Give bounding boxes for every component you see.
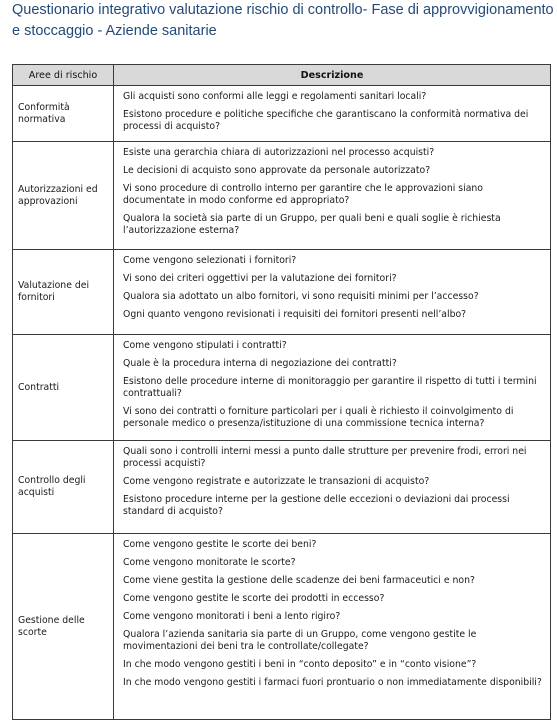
table-row <box>13 250 551 335</box>
area-cell: Controllo degli acquisti <box>13 441 114 534</box>
question: Quale è la procedura interna di negoziazione dei contratti? <box>123 358 397 369</box>
description-cell <box>114 534 551 720</box>
question: Qualora la società sia parte di un Gruppo, per quali beni e quali soglie è richiesta l’autorizzazione esterna? <box>123 213 501 236</box>
document-title: Questionario integrativo valutazione rischio di controllo- Fase di approvvigionamento e stoccaggio - Aziende sanitarie <box>12 2 554 39</box>
area-cell: Valutazione dei fornitori <box>13 250 114 335</box>
question: Come vengono selezionati i fornitori? <box>123 255 297 266</box>
question: Come vengono monitorati i beni a lento rigiro? <box>123 611 341 622</box>
question: Le decisioni di acquisto sono approvate da personale autorizzato? <box>123 165 431 176</box>
table-row <box>13 441 551 534</box>
question: Gli acquisti sono conformi alle leggi e regolamenti sanitari locali? <box>123 91 427 102</box>
question: Esistono procedure interne per la gestione delle eccezioni o deviazioni dai processi standard di acquisto? <box>123 494 510 517</box>
question: Qualora l’azienda sanitaria sia parte di un Gruppo, come vengono gestite le movimentazioni dei beni tra le controllate/collegate? <box>123 629 477 652</box>
question: Come vengono monitorate le scorte? <box>123 557 296 568</box>
table-header-row <box>13 65 551 86</box>
table-row <box>13 86 551 142</box>
description-cell <box>114 335 551 441</box>
table-row <box>13 335 551 441</box>
table-row <box>13 534 551 720</box>
question: Vi sono dei criteri oggettivi per la valutazione dei fornitori? <box>123 273 397 284</box>
area-cell: Gestione delle scorte <box>13 534 114 720</box>
question: Vi sono procedure di controllo interno per garantire che le approvazioni siano documentate in modo conforme ed appropriato? <box>123 183 483 206</box>
question: Come vengono gestite le scorte dei prodotti in eccesso? <box>123 593 385 604</box>
question: Esistono delle procedure interne di monitoraggio per garantire il rispetto di tutti i termini contrattuali? <box>123 376 537 399</box>
question: Ogni quanto vengono revisionati i requisiti dei fornitori presenti nell’albo? <box>123 309 467 320</box>
area-cell: Contratti <box>13 335 114 441</box>
question: In che modo vengono gestiti i beni in “conto deposito” e in “conto visione”? <box>123 659 477 670</box>
header-area: Aree di rischio <box>13 65 114 86</box>
description-cell <box>114 86 551 142</box>
area-cell: Autorizzazioni ed approvazioni <box>13 142 114 250</box>
table-row <box>13 142 551 250</box>
question: In che modo vengono gestiti i farmaci fuori prontuario o non immediatamente disponibili? <box>123 677 542 688</box>
header-description: Descrizione <box>114 65 551 86</box>
description-cell <box>114 441 551 534</box>
question: Esiste una gerarchia chiara di autorizzazioni nel processo acquisti? <box>123 147 435 158</box>
question: Vi sono dei contratti o forniture particolari per i quali è richiesto il coinvolgimento di personale medico o presenza/istituzione di una commissione tecnica interna? <box>123 406 514 429</box>
question: Quali sono i controlli interni messi a punto dalle strutture per prevenire frodi, errori nei processi acquisti? <box>123 446 527 469</box>
description-cell <box>114 142 551 250</box>
question: Come viene gestita la gestione delle scadenze dei beni farmaceutici e non? <box>123 575 475 586</box>
question: Qualora sia adottato un albo fornitori, vi sono requisiti minimi per l’accesso? <box>123 291 479 302</box>
area-cell: Conformità normativa <box>13 86 114 142</box>
question: Esistono procedure e politiche specifiche che garantiscano la conformità normativa dei processi di acquisto? <box>123 109 529 132</box>
description-cell <box>114 250 551 335</box>
risk-questionnaire-table <box>12 64 551 720</box>
question: Come vengono registrate e autorizzate le transazioni di acquisto? <box>123 476 430 487</box>
question: Come vengono gestite le scorte dei beni? <box>123 539 317 550</box>
question: Come vengono stipulati i contratti? <box>123 340 287 351</box>
